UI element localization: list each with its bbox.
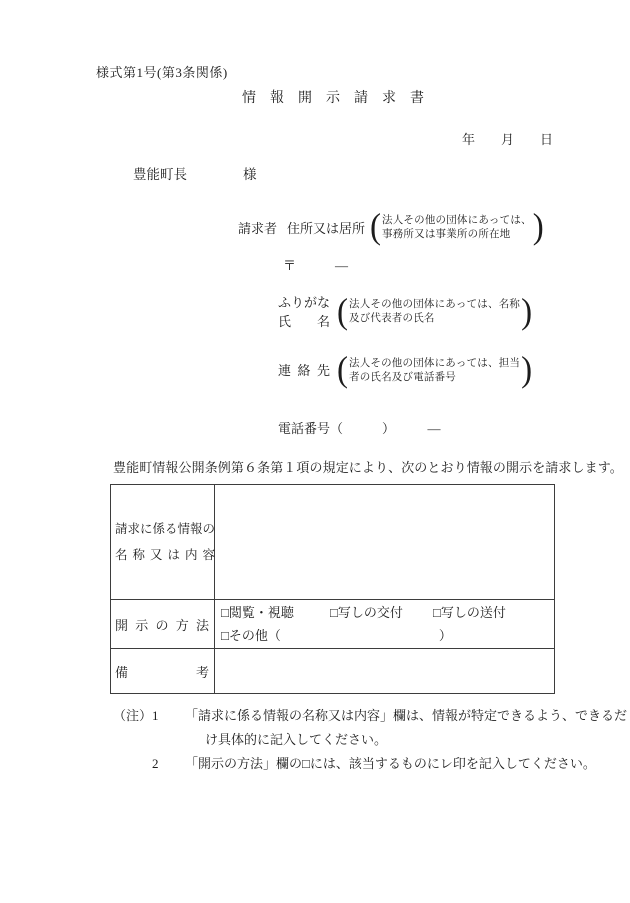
page-title: 情 報 開 示 請 求 書 <box>242 91 424 106</box>
open-paren-glyph: ( <box>337 350 348 390</box>
note-1-text-line1: 「請求に係る情報の名称又は内容」欄は、情報が特定できるよう、できるだ <box>185 708 628 723</box>
note-2-number: 2 <box>152 756 159 771</box>
note-1-text-line2: け具体的に記入してください。 <box>205 732 388 747</box>
request-table <box>110 484 555 694</box>
postal-code-field[interactable]: 〒 ― <box>283 258 349 273</box>
close-paren-glyph: ) <box>532 207 544 247</box>
requester-address-row <box>238 207 545 247</box>
remarks-label-cell <box>111 649 215 694</box>
furigana-label: ふりがな <box>278 295 331 310</box>
request-statement: 豊能町情報公開条例第６条第１項の規定により、次のとおり情報の開示を請求します。 <box>113 460 623 475</box>
table-row-information-name <box>111 485 555 600</box>
address-label: 住所又は居所 <box>287 221 366 236</box>
note-item-1 <box>113 704 627 728</box>
contact-label: 連絡先 <box>278 363 330 378</box>
note-1-number: 1 <box>152 708 159 723</box>
address-paren-line1: 法人その他の団体にあっては、 <box>382 214 532 226</box>
date-fill-line[interactable]: 年 月 日 <box>462 132 554 147</box>
notes-section <box>113 704 627 776</box>
remarks-label: 備考 <box>115 664 209 680</box>
table-row-disclosure-method <box>111 600 555 649</box>
open-paren-glyph: ( <box>370 207 382 247</box>
requester-label: 請求者 <box>238 221 278 236</box>
disclosure-method-cell <box>215 600 555 649</box>
note-item-1-continued <box>113 728 627 752</box>
addressee-name: 豊能町長 <box>133 167 187 182</box>
open-paren-glyph: ( <box>337 292 348 331</box>
disclosure-method-label: 開示の方法 <box>115 617 209 633</box>
checkbox-option-copy-mailing[interactable]: □写しの送付 <box>433 605 506 620</box>
other-method-fill-area[interactable] <box>281 635 439 636</box>
name-paren-note <box>336 292 533 331</box>
checkbox-option-viewing[interactable]: □閲覧・視聴 <box>221 605 294 620</box>
addressee-honorific: 様 <box>243 167 257 182</box>
address-paren-line2: 事務所又は事業所の所在地 <box>382 228 511 240</box>
close-paren-glyph: ) <box>521 292 533 331</box>
checkbox-option-copy-delivery[interactable]: □写しの交付 <box>330 605 403 620</box>
contact-paren-note <box>336 350 533 390</box>
checkbox-option-other[interactable]: □その他（ <box>221 628 281 643</box>
other-close-paren: ） <box>438 628 452 643</box>
note-prefix: （注） <box>113 708 153 723</box>
requester-name-row <box>278 293 533 331</box>
shimei-label: 氏名 <box>278 314 330 329</box>
remarks-input-area[interactable] <box>215 649 555 694</box>
addressee-line <box>133 163 257 183</box>
information-name-label-cell <box>111 485 215 600</box>
close-paren-glyph: ) <box>521 350 533 390</box>
note-2-text-line1: 「開示の方法」欄の□には、該当するものにレ印を記入してください。 <box>185 756 596 771</box>
name-label <box>278 293 330 331</box>
requester-contact-row <box>278 350 533 390</box>
name-paren-line2: 及び代表者の氏名 <box>349 313 435 324</box>
note-prefix-spacer <box>113 752 152 776</box>
disclosure-method-label-cell <box>111 600 215 649</box>
information-name-label-line2: 名称又は内容 <box>115 548 215 562</box>
contact-paren-line2: 者の氏名及び電話番号 <box>349 371 456 383</box>
table-row-remarks <box>111 649 555 694</box>
note-item-2 <box>113 752 627 776</box>
address-paren-note <box>369 207 545 247</box>
form-number: 様式第1号(第3条関係) <box>96 65 228 80</box>
name-paren-line1: 法人その他の団体にあっては、名称 <box>349 299 521 310</box>
phone-number-field[interactable]: 電話番号（ ） ― <box>278 421 441 436</box>
information-name-label-line1: 請求に係る情報の <box>115 522 216 536</box>
contact-paren-line1: 法人その他の団体にあっては、担当 <box>349 357 521 369</box>
information-name-input-area[interactable] <box>215 485 555 600</box>
